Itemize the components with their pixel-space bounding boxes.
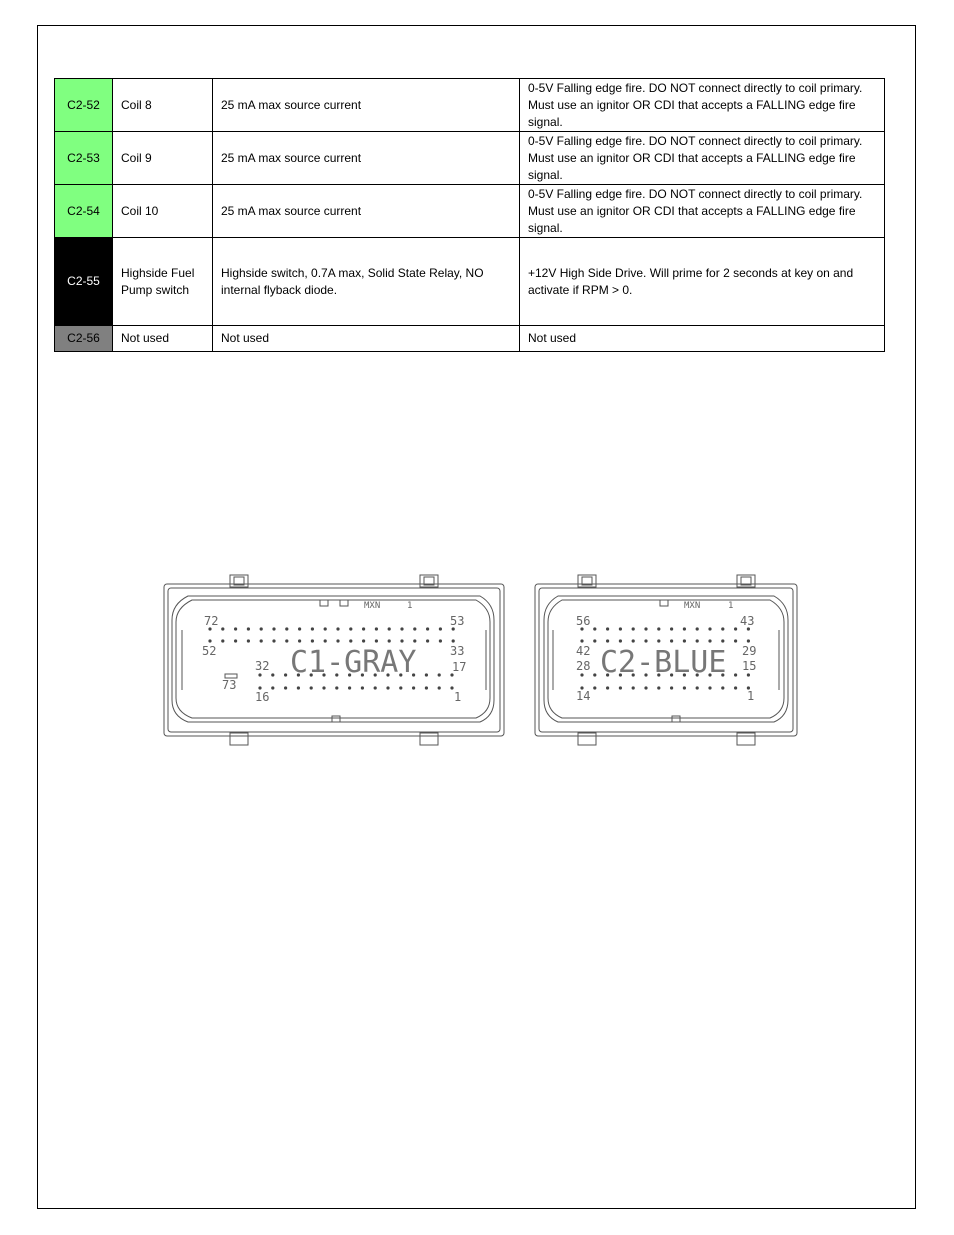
pin-dot bbox=[324, 627, 327, 630]
pin-id: C2-54 bbox=[55, 185, 113, 238]
pin-dot bbox=[285, 639, 288, 642]
pin-dot bbox=[580, 673, 583, 676]
pin-dot bbox=[734, 639, 737, 642]
pin-dot bbox=[234, 639, 237, 642]
pin-dot bbox=[311, 639, 314, 642]
pin-dot bbox=[386, 686, 389, 689]
pin-dot bbox=[657, 627, 660, 630]
pin-dot bbox=[285, 627, 288, 630]
pin-dot bbox=[425, 673, 428, 676]
pin-dot bbox=[260, 639, 263, 642]
c1-pin-1: 1 bbox=[454, 690, 462, 704]
pin-dot bbox=[322, 686, 325, 689]
pin-id: C2-52 bbox=[55, 79, 113, 132]
pin-dot bbox=[721, 627, 724, 630]
pin-dot bbox=[657, 686, 660, 689]
pin-dot bbox=[593, 639, 596, 642]
pin-dot bbox=[336, 639, 339, 642]
pin-id: C2-56 bbox=[55, 326, 113, 352]
pin-dot bbox=[271, 673, 274, 676]
pin-dot bbox=[298, 627, 301, 630]
pin-dot bbox=[348, 686, 351, 689]
pin-dot bbox=[580, 639, 583, 642]
pin-dot bbox=[272, 627, 275, 630]
pin-dot bbox=[375, 627, 378, 630]
pin-dot bbox=[284, 686, 287, 689]
c2-pin-14: 14 bbox=[576, 689, 591, 703]
pin-dot bbox=[593, 673, 596, 676]
pin-dot bbox=[721, 639, 724, 642]
pin-id: C2-55 bbox=[55, 238, 113, 326]
pin-name: Not used bbox=[113, 326, 213, 352]
pin-dot bbox=[747, 673, 750, 676]
pin-dot bbox=[452, 639, 455, 642]
pin-dot bbox=[388, 627, 391, 630]
pin-name: Coil 9 bbox=[113, 132, 213, 185]
pin-dot bbox=[670, 686, 673, 689]
pin-dot bbox=[696, 627, 699, 630]
pin-dot bbox=[297, 686, 300, 689]
pin-dot bbox=[311, 627, 314, 630]
pin-dot bbox=[335, 686, 338, 689]
pin-dot bbox=[221, 627, 224, 630]
table-row bbox=[55, 185, 885, 238]
pin-dot bbox=[734, 673, 737, 676]
pin-dot bbox=[747, 639, 750, 642]
pin-notes: Not used bbox=[520, 326, 885, 352]
pin-dot bbox=[632, 686, 635, 689]
table-row bbox=[55, 79, 885, 132]
table-row bbox=[55, 132, 885, 185]
pin-dot bbox=[606, 627, 609, 630]
c2-pin-29: 29 bbox=[742, 644, 757, 658]
pin-dot bbox=[208, 639, 211, 642]
c2-one: 1 bbox=[728, 601, 734, 611]
pin-dot bbox=[593, 686, 596, 689]
pin-dot bbox=[644, 639, 647, 642]
pin-dot bbox=[683, 686, 686, 689]
c2-pin-56: 56 bbox=[576, 614, 591, 628]
pin-dot bbox=[362, 627, 365, 630]
pin-dot bbox=[619, 627, 622, 630]
pin-dot bbox=[438, 673, 441, 676]
pin-dot bbox=[657, 639, 660, 642]
c2-pin-15: 15 bbox=[742, 659, 757, 673]
pin-dot bbox=[234, 627, 237, 630]
pin-dot bbox=[619, 686, 622, 689]
c2-pin-42: 42 bbox=[576, 644, 591, 658]
pin-dot bbox=[439, 627, 442, 630]
pin-dot bbox=[362, 639, 365, 642]
pin-dot bbox=[619, 639, 622, 642]
pin-dot bbox=[221, 639, 224, 642]
pin-notes: +12V High Side Drive. Will prime for 2 seconds at key on and activate if RPM > 0. bbox=[520, 238, 885, 326]
pin-dot bbox=[644, 686, 647, 689]
c1-title: C1-GRAY bbox=[290, 645, 417, 680]
pin-dot bbox=[696, 639, 699, 642]
pin-dot bbox=[632, 639, 635, 642]
pin-dot bbox=[399, 686, 402, 689]
pin-dot bbox=[708, 627, 711, 630]
c1-pin-53: 53 bbox=[450, 614, 465, 628]
pin-dot bbox=[284, 673, 287, 676]
c1-mxn: MXN bbox=[364, 601, 381, 611]
pin-dot bbox=[400, 627, 403, 630]
pin-dot bbox=[388, 639, 391, 642]
pin-dot bbox=[298, 639, 301, 642]
pin-dot bbox=[708, 686, 711, 689]
pin-dot bbox=[375, 639, 378, 642]
pin-dot bbox=[439, 639, 442, 642]
c2-pin-1: 1 bbox=[747, 689, 755, 703]
pin-dot bbox=[374, 686, 377, 689]
pin-dot bbox=[272, 639, 275, 642]
pin-dot bbox=[324, 639, 327, 642]
pin-dot bbox=[400, 639, 403, 642]
pin-name: Coil 10 bbox=[113, 185, 213, 238]
pin-dot bbox=[632, 627, 635, 630]
pin-dot bbox=[349, 639, 352, 642]
pin-dot bbox=[426, 639, 429, 642]
pin-dot bbox=[425, 686, 428, 689]
c1-pin-33: 33 bbox=[450, 644, 465, 658]
pinout-table bbox=[54, 78, 885, 352]
pin-dot bbox=[413, 627, 416, 630]
c1-pin-17: 17 bbox=[452, 660, 467, 674]
c1-pin-72: 72 bbox=[204, 614, 219, 628]
c1-pin-73: 73 bbox=[222, 678, 237, 692]
c2-mxn: MXN bbox=[684, 601, 701, 611]
pin-dot bbox=[336, 627, 339, 630]
c2-labels bbox=[576, 601, 756, 703]
pin-dot bbox=[734, 686, 737, 689]
pin-dot bbox=[349, 627, 352, 630]
pin-id: C2-53 bbox=[55, 132, 113, 185]
pin-spec: Highside switch, 0.7A max, Solid State Relay, NO internal flyback diode. bbox=[213, 238, 520, 326]
pin-dot bbox=[734, 627, 737, 630]
pin-dot bbox=[247, 627, 250, 630]
pin-dot bbox=[721, 686, 724, 689]
pin-spec: 25 mA max source current bbox=[213, 79, 520, 132]
pin-spec: 25 mA max source current bbox=[213, 132, 520, 185]
pin-dot bbox=[644, 627, 647, 630]
table-row bbox=[55, 326, 885, 352]
pin-notes: 0-5V Falling edge fire. DO NOT connect directly to coil primary. Must use an ignitor OR CDI that accepts a FALLING edge fire signal. bbox=[520, 132, 885, 185]
c1-pin-16: 16 bbox=[255, 690, 270, 704]
table-row bbox=[55, 238, 885, 326]
c2-pin-28: 28 bbox=[576, 659, 591, 673]
c1-pin-32: 32 bbox=[255, 659, 270, 673]
c1-pin-52: 52 bbox=[202, 644, 217, 658]
pin-dot bbox=[606, 686, 609, 689]
c2-title: C2-BLUE bbox=[600, 645, 727, 680]
pin-spec: Not used bbox=[213, 326, 520, 352]
pin-name: Coil 8 bbox=[113, 79, 213, 132]
pin-dot bbox=[271, 686, 274, 689]
pin-dot bbox=[696, 686, 699, 689]
pin-dot bbox=[593, 627, 596, 630]
pin-dot bbox=[413, 639, 416, 642]
pin-dot bbox=[670, 639, 673, 642]
c1-one: 1 bbox=[407, 601, 413, 611]
connector-diagram bbox=[150, 560, 810, 750]
pin-name: Highside Fuel Pump switch bbox=[113, 238, 213, 326]
pin-notes: 0-5V Falling edge fire. DO NOT connect directly to coil primary. Must use an ignitor OR CDI that accepts a FALLING edge fire signal. bbox=[520, 185, 885, 238]
pin-dot bbox=[310, 686, 313, 689]
pin-dot bbox=[606, 639, 609, 642]
pin-dot bbox=[258, 673, 261, 676]
pin-dot bbox=[683, 627, 686, 630]
pin-dot bbox=[247, 639, 250, 642]
pin-dot bbox=[670, 627, 673, 630]
pin-dot bbox=[438, 686, 441, 689]
pin-dot bbox=[683, 639, 686, 642]
pin-dot bbox=[708, 639, 711, 642]
c2-pin-43: 43 bbox=[740, 614, 755, 628]
pin-dot bbox=[260, 627, 263, 630]
pin-dot bbox=[412, 686, 415, 689]
pin-dot bbox=[361, 686, 364, 689]
pin-spec: 25 mA max source current bbox=[213, 185, 520, 238]
pin-dot bbox=[426, 627, 429, 630]
pin-notes: 0-5V Falling edge fire. DO NOT connect directly to coil primary. Must use an ignitor OR CDI that accepts a FALLING edge fire signal. bbox=[520, 79, 885, 132]
